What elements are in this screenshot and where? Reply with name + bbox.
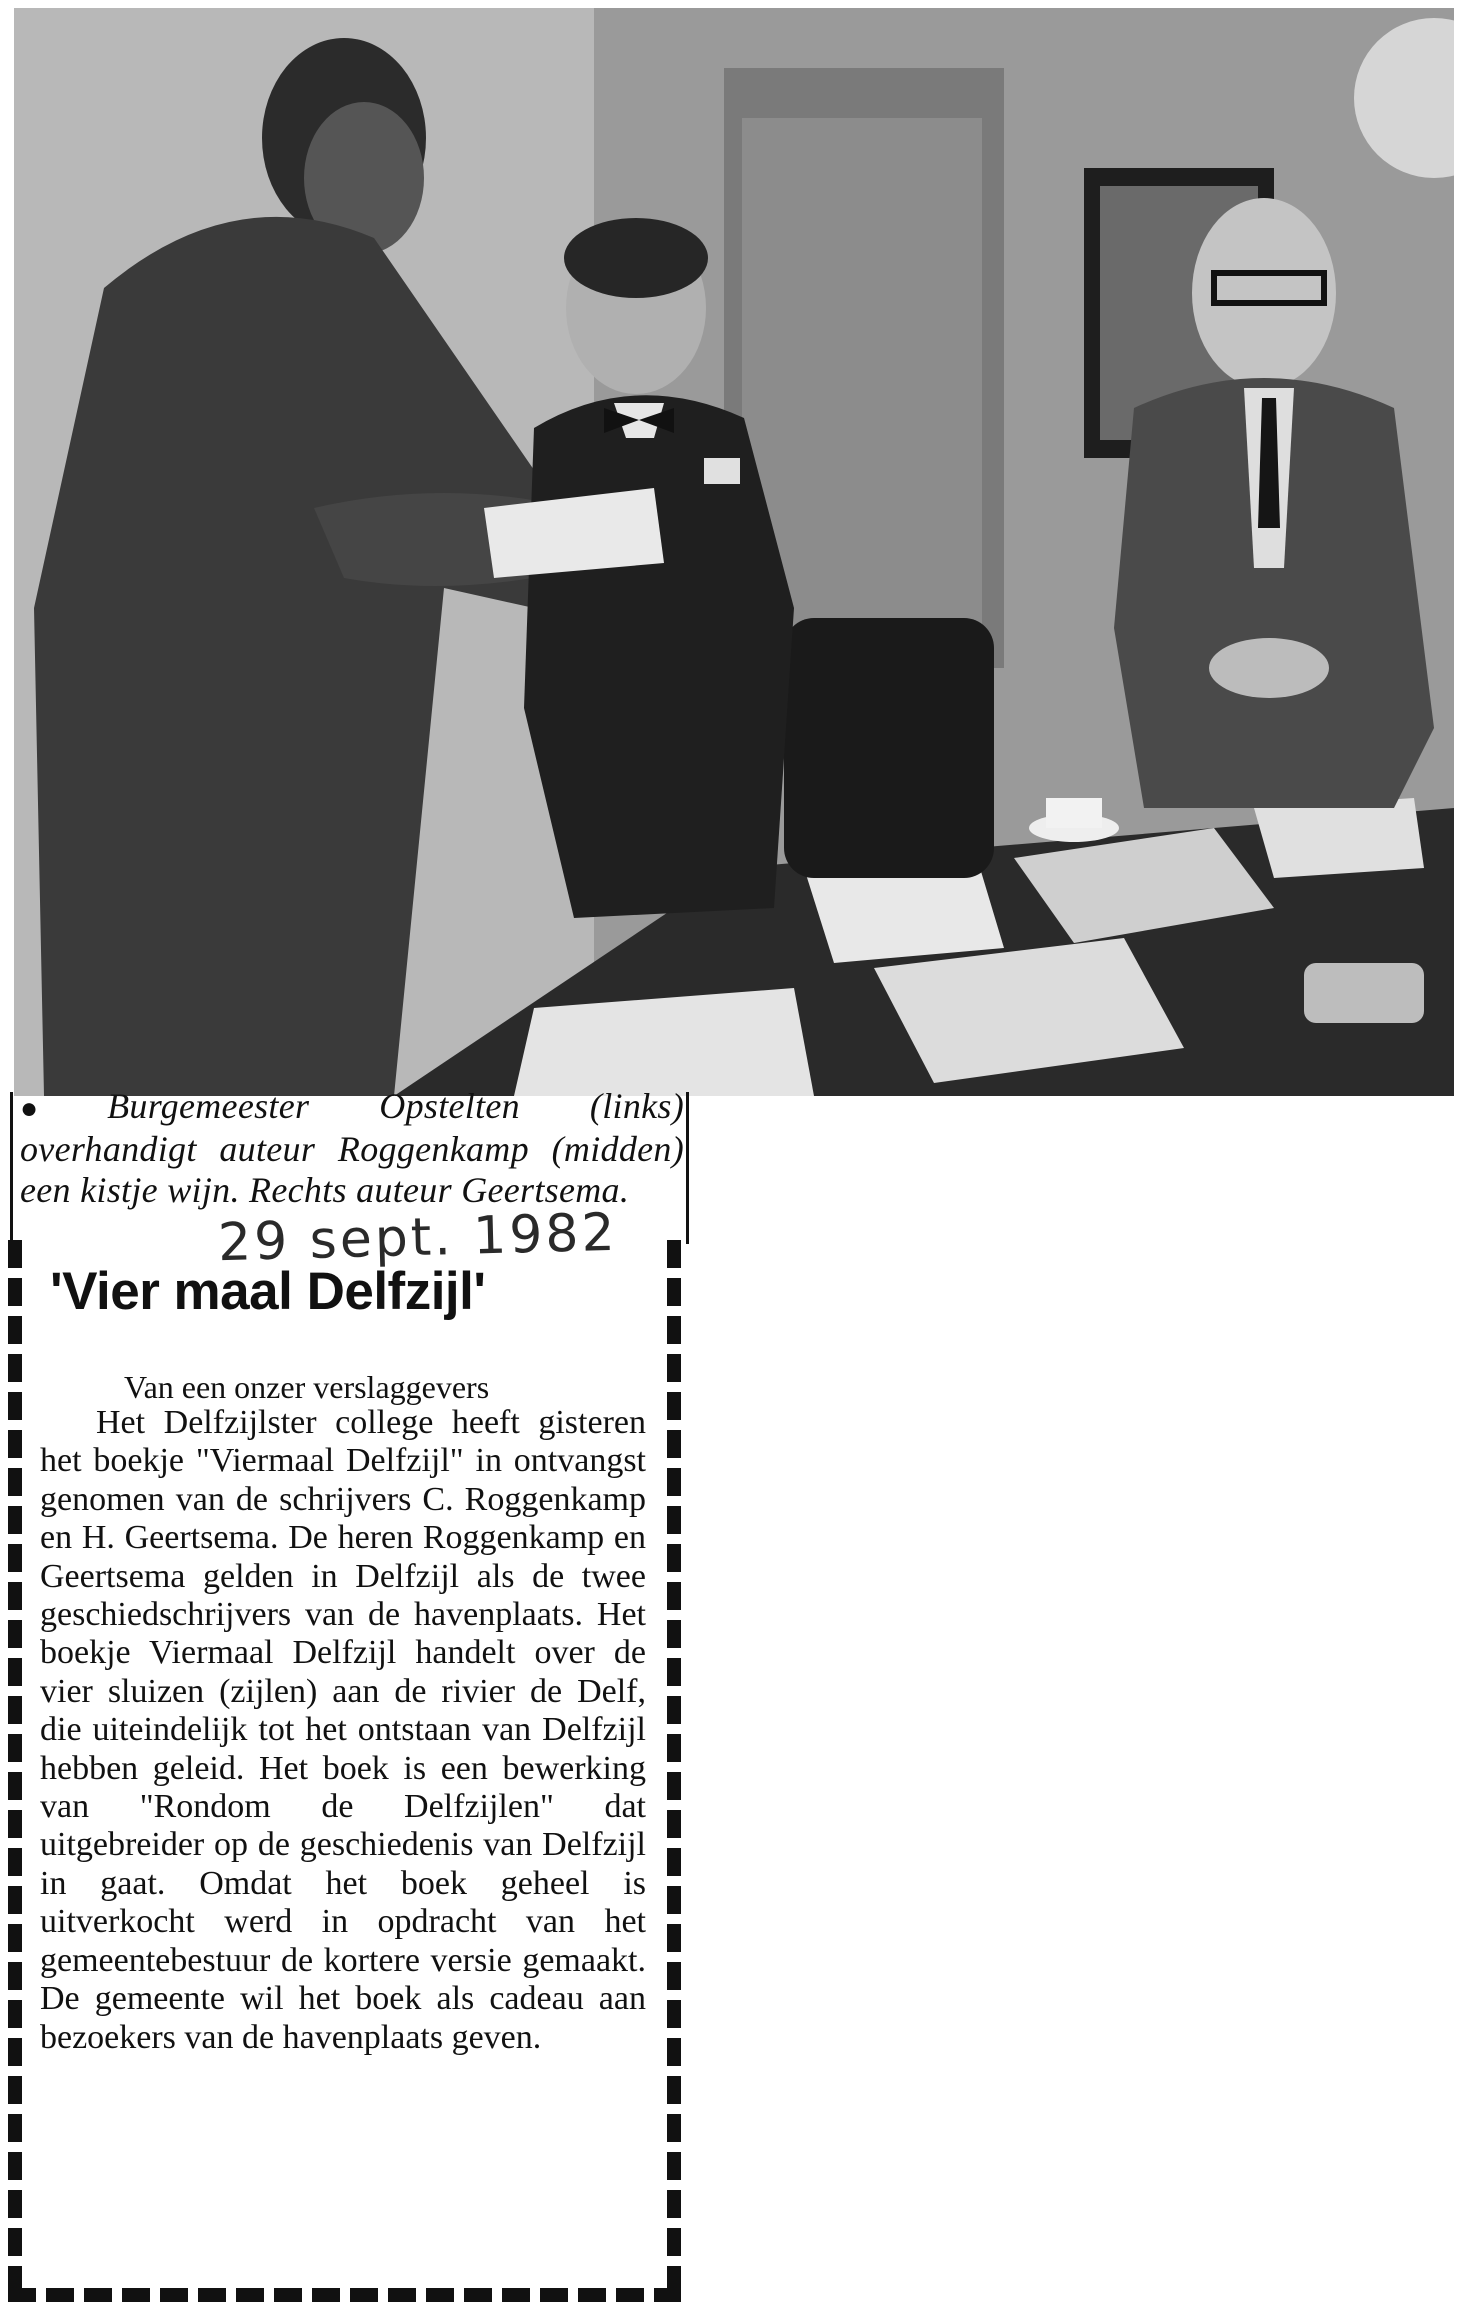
frame-bottom-border: [8, 2288, 681, 2302]
photo-caption: [20, 1086, 684, 1211]
article-body: Het Delfzijlster college heeft gisteren het boekje "Viermaal Delfzijl" in ontvangst genomen van de schrijvers C. Roggenkamp en H. Geertsema. De heren Roggenkamp en Geertsema gelden in Delfzijl als de twee geschiedschrijvers van de havenplaats. Het boekje Viermaal Delfzijl handelt over de vier sluizen (zijlen) aan de rivier de Delf, die uiteindelijk tot het ontstaan van Delfzijl hebben geleid. Het boek is een bewerking van "Rondom de Delfzijlen" dat uitgebreider op de geschiedenis van Delfzijl in gaat. Omdat het boek geheel is uitverkocht werd in opdracht van het gemeentebestuur de kortere versie gemaakt. De gemeente wil het boek als cadeau aan bezoekers van de havenplaats geven.: [40, 1404, 646, 2056]
article-byline: Van een onzer verslaggevers: [124, 1369, 490, 1405]
caption-right-rule: [686, 1092, 689, 1244]
bullet-icon: ●: [20, 1092, 100, 1125]
handwritten-date: 29 sept. 1982: [217, 1202, 619, 1274]
caption-text: Burgemeester Opstelten (links) overhandigt auteur Roggenkamp (midden) een kistje wijn. Rechts auteur Geertsema.: [20, 1086, 685, 1210]
news-photo: [14, 8, 1454, 1096]
frame-right-border: [667, 1240, 681, 2300]
caption-left-rule: [10, 1092, 13, 1244]
article-headline: 'Vier maal Delfzijl': [50, 1262, 486, 1321]
photo-illustration: [14, 8, 1454, 1096]
frame-left-border: [8, 1240, 22, 2300]
